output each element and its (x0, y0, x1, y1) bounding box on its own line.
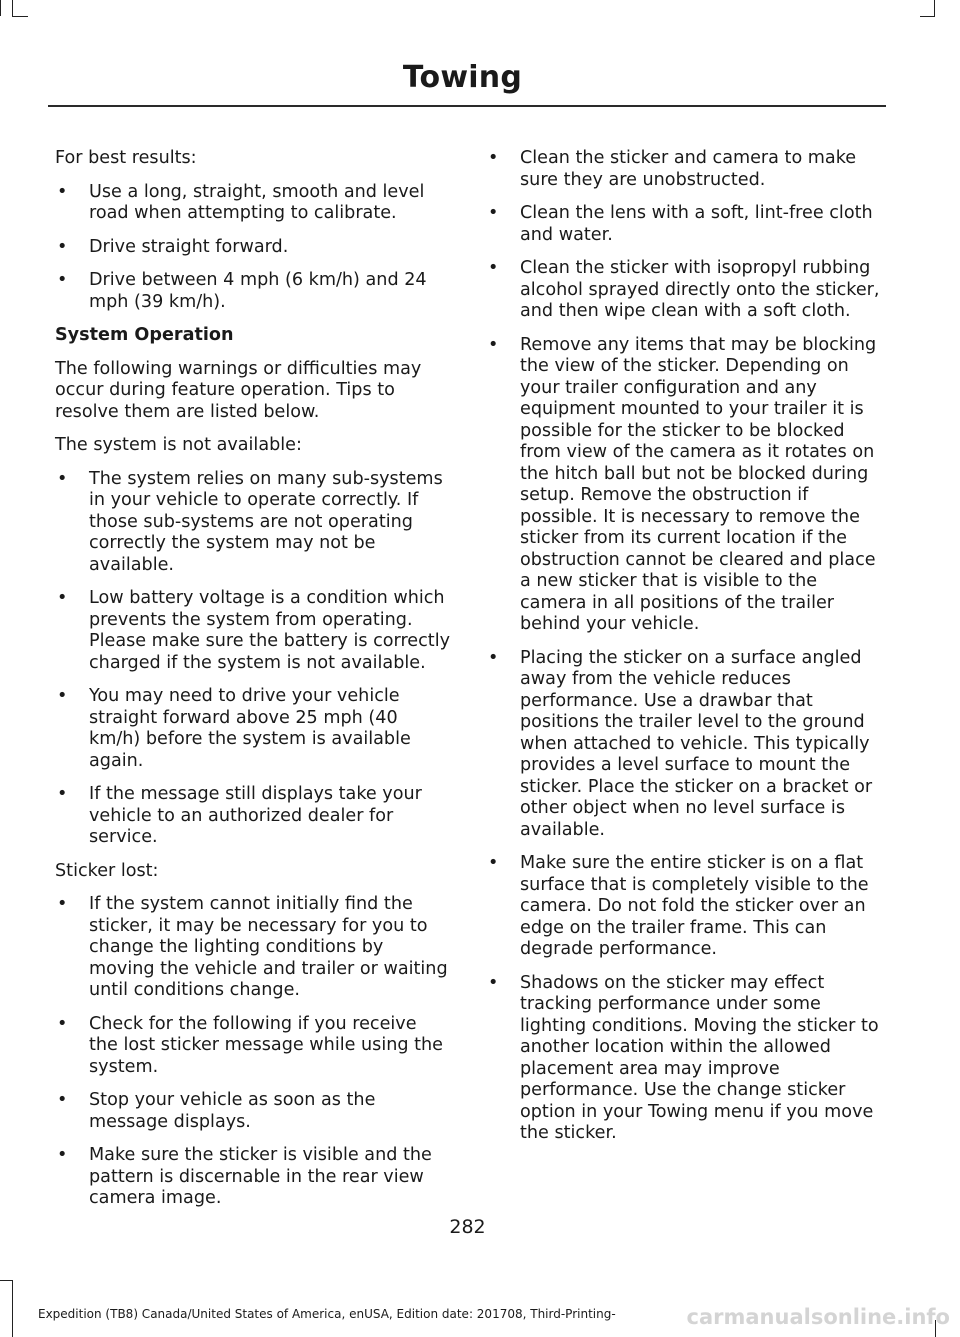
list-item: • Stop your vehicle as soon as the message displays. (55, 1090, 450, 1133)
crop-mark (0, 0, 1, 16)
list-item: • If the system cannot initially find the sticker, it may be necessary for you to change the lighting conditions by moving the vehicle and trailer or waiting until conditions change. (55, 894, 450, 1002)
list-item: • Clean the sticker and camera to make sure they are unobstructed. (486, 148, 882, 191)
header-divider (48, 105, 886, 107)
sticker-tips-list (486, 148, 882, 1145)
list-item: • Remove any items that may be blocking the view of the sticker. Depending on your trailer configuration and any equipment mounted to your trailer it is possible for the sticker to be blocked from view of the camera as it rotates on the hitch ball but not be blocked during setup. Remove the obstruction if possible. It is necessary to remove the sticker from its current location if the obstruction cannot be cleared and place a new sticker that is visible to the camera in all positions of the trailer behind your vehicle. (486, 335, 882, 636)
left-column (55, 148, 450, 1222)
right-column (486, 148, 882, 1157)
best-results-intro: For best results: (55, 148, 197, 168)
page-title: Towing (402, 60, 522, 95)
list-item: • Clean the lens with a soft, lint-free cloth and water. (486, 203, 882, 246)
not-available-label: The system is not available: (55, 435, 302, 455)
crop-mark (0, 1280, 12, 1281)
list-item: • Make sure the entire sticker is on a flat surface that is completely visible to the camera. Do not fold the sticker over an edge on the trailer frame. This can degrade performance. (486, 853, 882, 961)
page-number: 282 (449, 1216, 486, 1238)
list-item: • Use a long, straight, smooth and level road when attempting to calibrate. (55, 182, 450, 225)
list-item: • The system relies on many sub-systems in your vehicle to operate correctly. If those sub-systems are not operating correctly the system may not be available. (55, 469, 450, 577)
crop-mark (12, 1280, 13, 1337)
list-item: • Check for the following if you receive the lost sticker message while using the system. (55, 1014, 450, 1079)
best-results-list (55, 182, 450, 314)
watermark: carmanualsonline.info (686, 1305, 950, 1329)
crop-mark (12, 0, 13, 16)
not-available-list (55, 469, 450, 849)
list-item: • Drive between 4 mph (6 km/h) and 24 mph (39 km/h). (55, 270, 450, 313)
list-item: • If the message still displays take your vehicle to an authorized dealer for service. (55, 784, 450, 849)
crop-mark (12, 16, 28, 17)
list-item: • You may need to drive your vehicle straight forward above 25 mph (40 km/h) before the system is available again. (55, 686, 450, 772)
list-item: • Low battery voltage is a condition which prevents the system from operating. Please make sure the battery is correctly charged if the system is not available. (55, 588, 450, 674)
sticker-lost-label: Sticker lost: (55, 860, 159, 881)
list-item: • Make sure the sticker is visible and the pattern is discernable in the rear view camera image. (55, 1145, 450, 1210)
list-item: • Placing the sticker on a surface angled away from the vehicle reduces performance. Use a drawbar that positions the trailer level to the ground when attached to vehicle. This typically provides a level surface to mount the sticker. Place the sticker on a bracket or other object when no level surface is available. (486, 648, 882, 842)
footer-edition-text: Expedition (TB8) Canada/United States of America, enUSA, Edition date: 201708, Third-Printing- (38, 1307, 616, 1321)
sticker-lost-list (55, 894, 450, 1210)
section-paragraph: The following warnings or difficulties may occur during feature operation. Tips to resolve them are listed below. (55, 358, 422, 422)
list-item: • Shadows on the sticker may effect tracking performance under some lighting conditions. Moving the sticker to another location within the allowed placement area may improve performance. Use the change sticker option in your Towing menu if you move the sticker. (486, 973, 882, 1145)
section-heading: System Operation (55, 325, 234, 345)
crop-mark (920, 16, 935, 17)
crop-mark (934, 0, 935, 16)
list-item: • Clean the sticker with isopropyl rubbing alcohol sprayed directly onto the sticker, and then wipe clean with a soft cloth. (486, 258, 882, 323)
list-item: • Drive straight forward. (55, 237, 450, 259)
